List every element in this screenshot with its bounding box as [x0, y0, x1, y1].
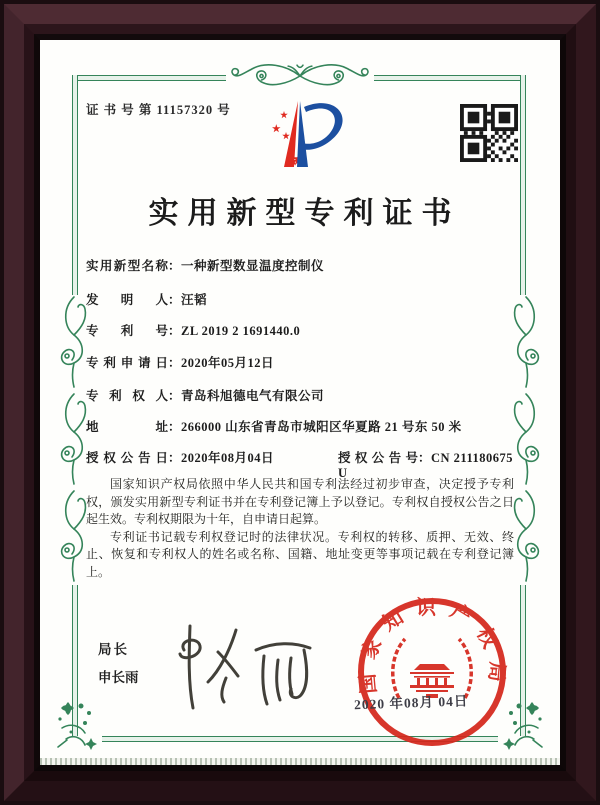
cnipa-logo-icon [240, 93, 370, 178]
field-grant-row [86, 448, 526, 480]
director-name: 申长雨 [98, 670, 139, 685]
field-label: 专利权人 [86, 389, 168, 403]
field-patent-number [86, 321, 526, 339]
flourish-ornament-icon [226, 56, 374, 96]
seal-date: 2020 年08月 04日 [353, 693, 469, 713]
certificate-title: 实用新型专利证书 [148, 197, 461, 230]
field-value: 266000 山东省青岛市城阳区华夏路 21 号东 50 米 [181, 420, 462, 434]
field-value: 一种新型数显温度控制仪 [181, 259, 325, 273]
colon: ： [168, 293, 181, 307]
certificate-page [40, 40, 560, 765]
colon: ： [168, 389, 181, 403]
field-address [86, 417, 526, 435]
colon: ： [168, 324, 181, 338]
colon: ： [168, 259, 181, 273]
certificate-number: 证 书 号 第 11157320 号 [86, 103, 231, 117]
cnipa-official-seal [352, 592, 512, 752]
field-value: ZL 2019 2 1691440.0 [181, 324, 301, 338]
qr-code [460, 104, 518, 162]
floral-corner-icon [54, 698, 98, 750]
colon: ： [168, 451, 181, 465]
field-patentee [86, 386, 526, 404]
field-label: 专利申请日 [86, 356, 168, 370]
field-inventor [86, 290, 526, 308]
field-label: 专利号 [86, 324, 168, 338]
field-value: 2020年08月04日 [181, 451, 275, 465]
legal-text [86, 476, 514, 581]
colon: ： [418, 451, 431, 465]
legal-paragraph-1: 国家知识产权局依照中华人民共和国专利法经过初步审查，决定授予专利权，颁发实用新型专利证书并在专利登记簿上予以登记。专利权自授权公告之日起生效。专利权期限为十年，自申请日起算。 [86, 477, 514, 526]
seal-text: 国家知识产权局 [355, 597, 509, 695]
svg-text:国家知识产权局 [355, 596, 509, 695]
field-filing-date [86, 353, 526, 371]
field-value: 青岛科旭德电气有限公司 [181, 389, 325, 403]
field-label: 实用新型名称 [86, 259, 168, 273]
field-value: 2020年05月12日 [181, 356, 275, 370]
director-title: 局长 [98, 642, 129, 657]
field-label: 授权公告号 [338, 451, 418, 465]
colon: ： [168, 356, 181, 370]
border-line-top-left [72, 75, 226, 81]
border-line-top-right [374, 75, 524, 81]
field-value: CN 211180675 U [338, 451, 514, 480]
field-utility-model-name [86, 256, 526, 274]
field-value: 汪韬 [181, 293, 208, 307]
frame-texture-strip [40, 758, 560, 765]
field-label: 地址 [86, 420, 168, 434]
legal-paragraph-2: 专利证书记载专利权登记时的法律状况。专利权的转移、质押、无效、终止、恢复和专利权人的姓名或名称、国籍、地址变更等事项记载在专利登记簿上。 [86, 529, 514, 579]
field-label: 发明人 [86, 293, 168, 307]
director-signature [160, 616, 320, 716]
colon: ： [168, 420, 181, 434]
field-label: 授权公告日 [86, 451, 168, 465]
